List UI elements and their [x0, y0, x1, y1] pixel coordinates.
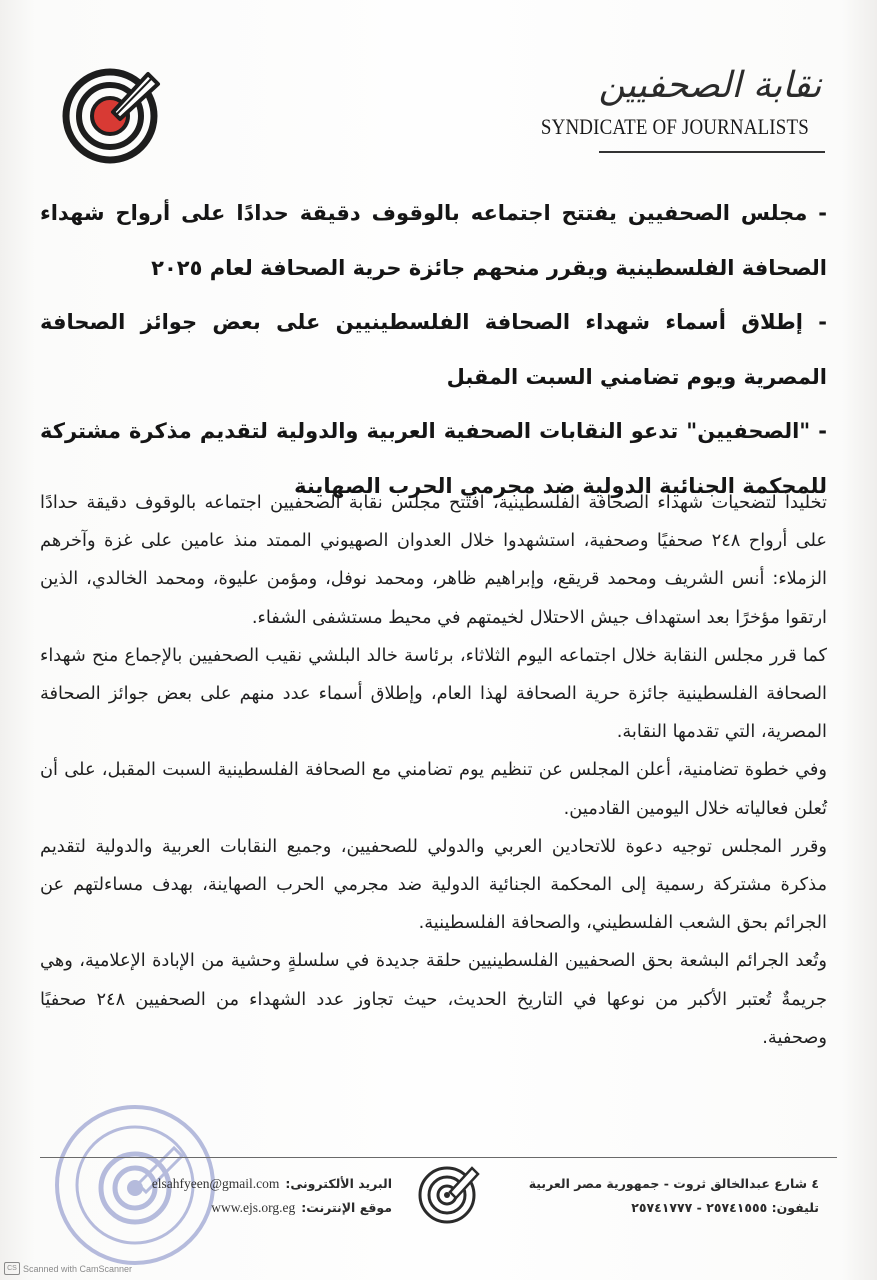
headline-2: - إطلاق أسماء شهداء الصحافة الفلسطينيين على بعض جوائز الصحافة المصرية ويوم تضامني السبت المقبل — [40, 310, 827, 389]
paragraph-1: تخليداً لتضحيات شهداء الصحافة الفلسطينية، افتتح مجلس نقابة الصحفيين اجتماعه بالوقوف دقيقة حدادًا على أرواح ٢٤٨ صحفيًا وصحفية، استشهدوا خلال العدوان الصهيوني الممتد منذ عامين على غزة وآخرهم الزملاء: أنس الشريف ومحمد قريقع، وإبراهيم ظاهر، ومحمد نوفل، ومؤمن عليوة، ومحمد الخالدي، الذين ارتقوا مؤخرًا بعد استهداف جيش الاحتلال لخيمتهم في محيط مستشفى الشفاء. — [40, 492, 827, 628]
scanner-watermark — [4, 1262, 132, 1275]
footer-address-block — [499, 1172, 819, 1220]
paragraph-3: وفي خطوة تضامنية، أعلن المجلس عن تنظيم يوم تضامني مع الصحافة الفلسطينية السبت المقبل، على أن تُعلن فعالياته خلال اليومين القادمين. — [40, 759, 827, 819]
footer-website-label: موقع الإنترنت: — [301, 1200, 392, 1215]
footer-target-pen-icon — [414, 1158, 484, 1228]
paragraph-5: وتُعد الجرائم البشعة بحق الصحفيين الفلسطينيين حلقة جديدة في سلسلةٍ وحشية من الإبادة الإعلامية، وهي جريمةٌ تُعتبر الأكبر من نوعها في التاريخ الحديث، حيث تجاوز عدد الشهداء من الصحفيين ٢٤٨ صحفيًا وصحفية. — [40, 950, 827, 1048]
headline-1: - مجلس الصحفيين يفتتح اجتماعه بالوقوف دقيقة حدادًا على أرواح شهداء الصحافة الفلسطينية ويقرر منحهم جائزة حرية الصحافة لعام ٢٠٢٥ — [40, 201, 827, 280]
footer-email-link[interactable]: elsahfyeen@gmail.com — [151, 1176, 280, 1191]
org-name-arabic: نقابة الصحفيين — [598, 65, 822, 106]
org-brand — [540, 62, 825, 157]
scanner-watermark-text: Scanned with CamScanner — [23, 1263, 133, 1274]
org-name-english: SYNDICATE OF JOURNALISTS — [540, 114, 809, 139]
camscanner-badge-icon: CS — [4, 1262, 20, 1275]
footer-website-link[interactable]: www.ejs.org.eg — [211, 1200, 296, 1215]
footer-contact-block — [122, 1172, 392, 1220]
footer-phone: تليفون: ٢٥٧٤١٥٥٥ - ٢٥٧٤١٧٧٧ — [631, 1200, 819, 1215]
paragraph-4: وقرر المجلس توجيه دعوة للاتحادين العربي والدولي للصحفيين، وجميع النقابات العربية والدولية لتقديم مذكرة مشتركة رسمية إلى المحكمة الجنائية الدولية ضد مجرمي الحرب الصهاينة، بهدف مساءلتهم عن الجرائم بحق الشعب الفلسطيني، والصحافة الفلسطينية. — [40, 835, 827, 934]
target-pen-icon — [58, 62, 162, 166]
footer-address: ٤ شارع عبدالخالق ثروت - جمهورية مصر العربية — [528, 1176, 819, 1191]
headline-3: - "الصحفيين" تدعو النقابات الصحفية العربية والدولية لتقديم مذكرة مشتركة للمحكمة الجنائية الدولية ضد مجرمي الحرب الصهاينة — [40, 419, 827, 498]
headlines-block — [40, 186, 827, 513]
footer-email-label: البريد الألكترونى: — [285, 1176, 392, 1191]
paragraph-2: كما قرر مجلس النقابة خلال اجتماعه اليوم الثلاثاء، برئاسة خالد البلشي نقيب الصحفيين بالإجماع منح شهداء الصحافة الفلسطينية جائزة حرية الصحافة لهذا العام، وإطلاق أسماء عدد منهم على بعض جوائز الصحافة المصرية، التي تقدمها النقابة. — [40, 644, 827, 743]
body-text — [40, 484, 827, 1057]
brand-underline — [599, 151, 825, 153]
